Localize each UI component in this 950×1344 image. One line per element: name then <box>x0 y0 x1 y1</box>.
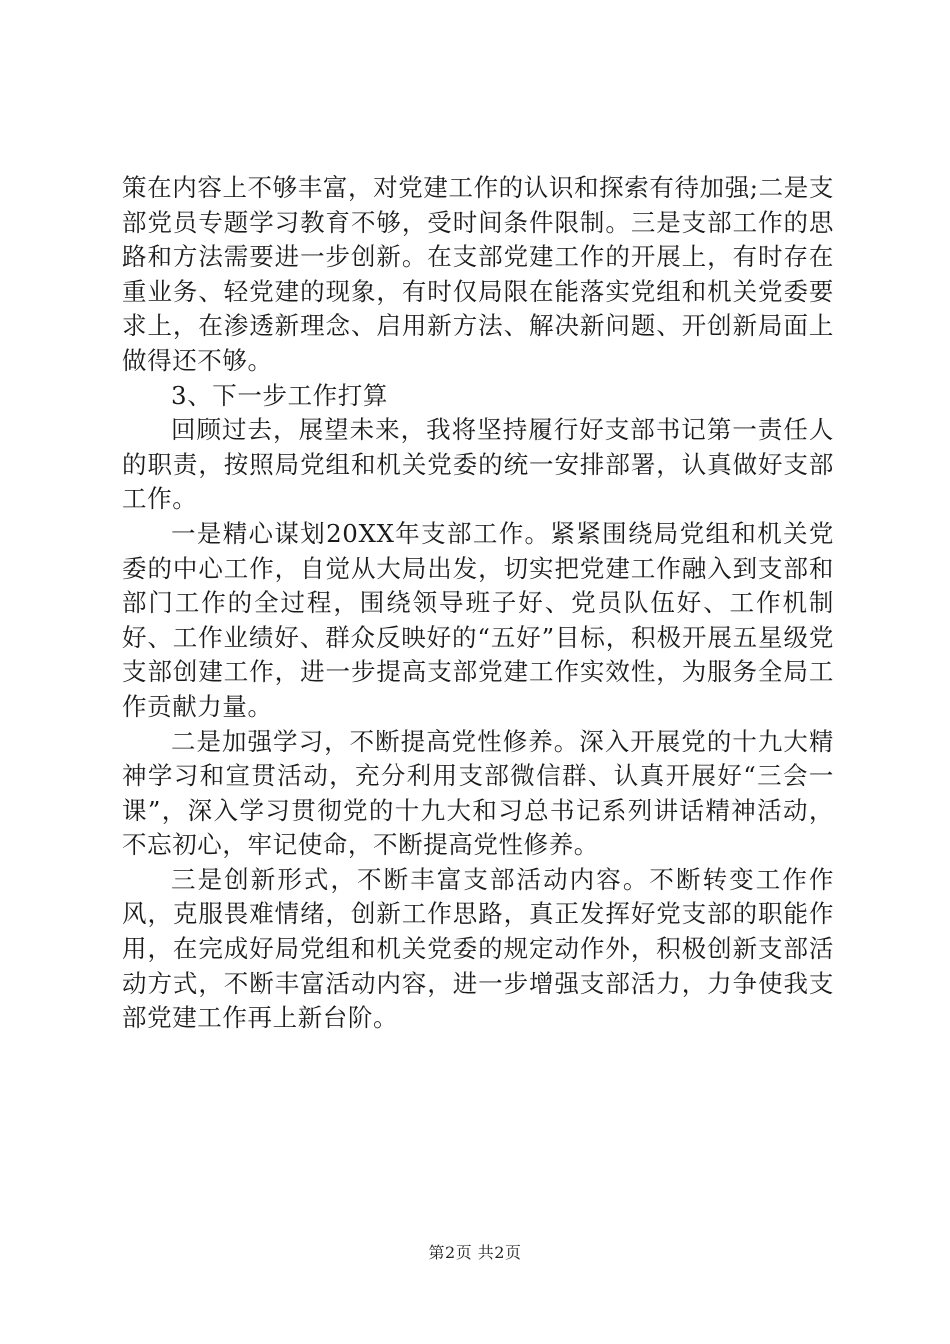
paragraph-continuation: 策在内容上不够丰富，对党建工作的认识和探索有待加强;二是支部党员专题学习教育不够，受时间条件限制。三是支部工作的思路和方法需要进一步创新。在支部党建工作的开展上，有时存在重业务、轻党建的现象，有时仅局限在能落实党组和机关党委要求上，在渗透新理念、启用新方法、解决新问题、开创新局面上做得还不够。 <box>122 173 834 375</box>
page-number-footer: 第2页 共2页 <box>428 1243 522 1262</box>
paragraph-plan-two: 二是加强学习，不断提高党性修养。深入开展党的十九大精神学习和宣贯活动，充分利用支部微信群、认真开展好“三会一课”，深入学习贯彻党的十九大和习总书记系列讲话精神活动，不忘初心，牢记使命，不断提高党性修养。 <box>122 726 834 860</box>
document-body <box>122 171 834 1036</box>
section-heading: 3、下一步工作打算 <box>171 380 388 410</box>
paragraph-review: 回顾过去，展望未来，我将坚持履行好支部书记第一责任人的职责，按照局党组和机关党委的统一安排部署，认真做好支部工作。 <box>122 415 834 514</box>
paragraph-plan-three: 三是创新形式，不断丰富支部活动内容。不断转变工作作风，克服畏难情绪，创新工作思路，真正发挥好党支部的职能作用，在完成好局党组和机关党委的规定动作外，积极创新支部活动方式，不断丰富活动内容，进一步增强支部活力，力争使我支部党建工作再上新台阶。 <box>122 864 834 1033</box>
paragraph-plan-one: 一是精心谋划20XX年支部工作。紧紧围绕局党组和机关党委的中心工作，自觉从大局出发，切实把党建工作融入到支部和部门工作的全过程，围绕领导班子好、党员队伍好、工作机制好、工作业绩好、群众反映好的“五好”目标，积极开展五星级党支部创建工作，进一步提高支部党建工作实效性，为服务全局工作贡献力量。 <box>122 518 834 721</box>
